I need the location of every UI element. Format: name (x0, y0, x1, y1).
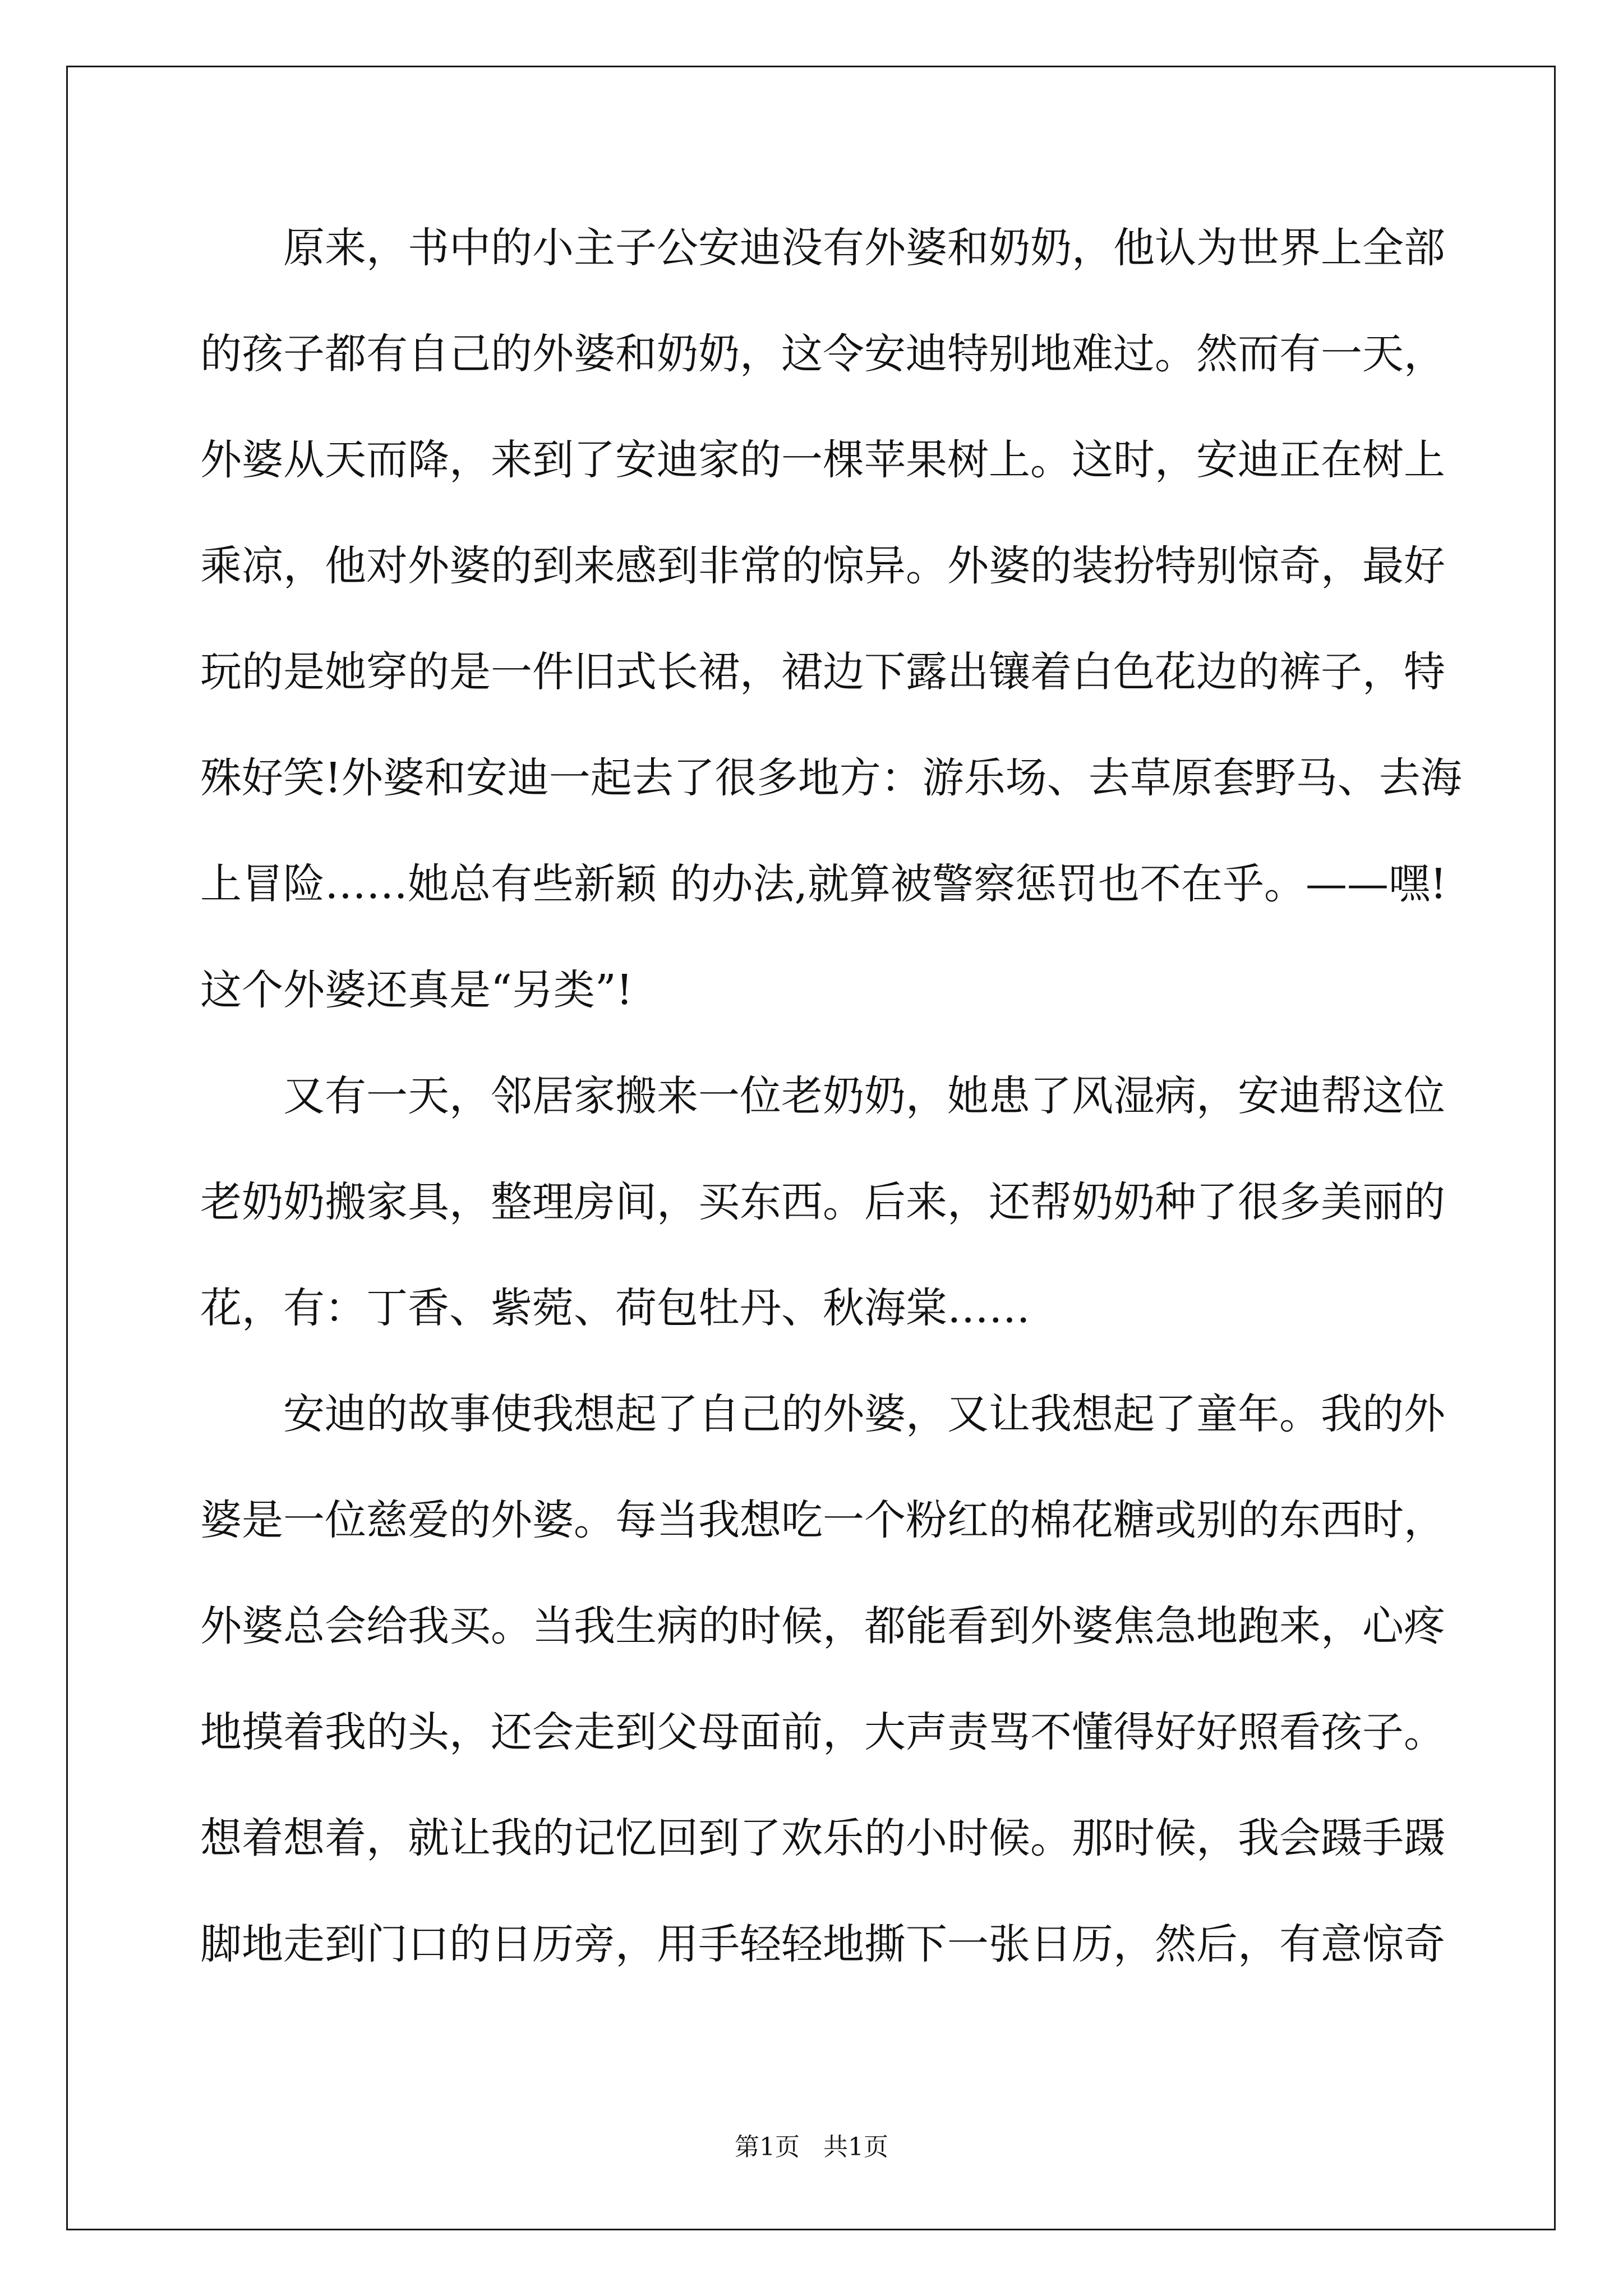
body-line-3: 外婆从天而降，来到了安迪家的一棵苹果树上。这时，安迪正在树上 (200, 436, 1445, 484)
body-line-10: 老奶奶搬家具，整理房间，买东西。后来，还帮奶奶种了很多美丽的 (200, 1178, 1445, 1226)
body-line-17: 脚地走到门口的日历旁，用手轻轻地撕下一张日历，然后，有意惊奇 (200, 1920, 1445, 1968)
body-line-6: 殊好笑!外婆和安迪一起去了很多地方：游乐场、去草原套野马、去海 (200, 754, 1462, 802)
body-line-14: 外婆总会给我买。当我生病的时候，都能看到外婆焦急地跑来，心疼 (200, 1602, 1445, 1650)
body-line-16: 想着想着，就让我的记忆回到了欢乐的小时候。那时候，我会蹑手蹑 (200, 1814, 1445, 1862)
body-line-12: 安迪的故事使我想起了自己的外婆，又让我想起了童年。我的外 (283, 1390, 1445, 1438)
body-line-5: 玩的是她穿的是一件旧式长裙，裙边下露出镶着白色花边的裤子，特 (200, 648, 1445, 696)
body-line-13: 婆是一位慈爱的外婆。每当我想吃一个粉红的棉花糖或别的东西时， (200, 1496, 1445, 1544)
body-line-4: 乘凉，他对外婆的到来感到非常的惊异。外婆的装扮特别惊奇，最好 (200, 542, 1445, 590)
body-line-7: 上冒险……她总有些新颖 的办法,就算被警察惩罚也不在乎。——嘿! (200, 860, 1447, 908)
body-line-2: 的孩子都有自己的外婆和奶奶，这令安迪特别地难过。然而有一天， (200, 330, 1445, 378)
body-line-15: 地摸着我的头，还会走到父母面前，大声责骂不懂得好好照看孩子。 (200, 1708, 1445, 1756)
page-number-footer: 第1页 共1页 (735, 2133, 888, 2161)
body-line-9: 又有一天，邻居家搬来一位老奶奶，她患了风湿病，安迪帮这位 (283, 1072, 1445, 1120)
body-line-11: 花，有：丁香、紫菀、荷包牡丹、秋海棠…… (200, 1284, 1030, 1332)
document-body (200, 223, 1462, 2025)
body-line-1: 原来，书中的小主子公安迪没有外婆和奶奶，他认为世界上全部 (283, 224, 1445, 272)
body-line-8: 这个外婆还真是“另类”! (200, 966, 633, 1014)
